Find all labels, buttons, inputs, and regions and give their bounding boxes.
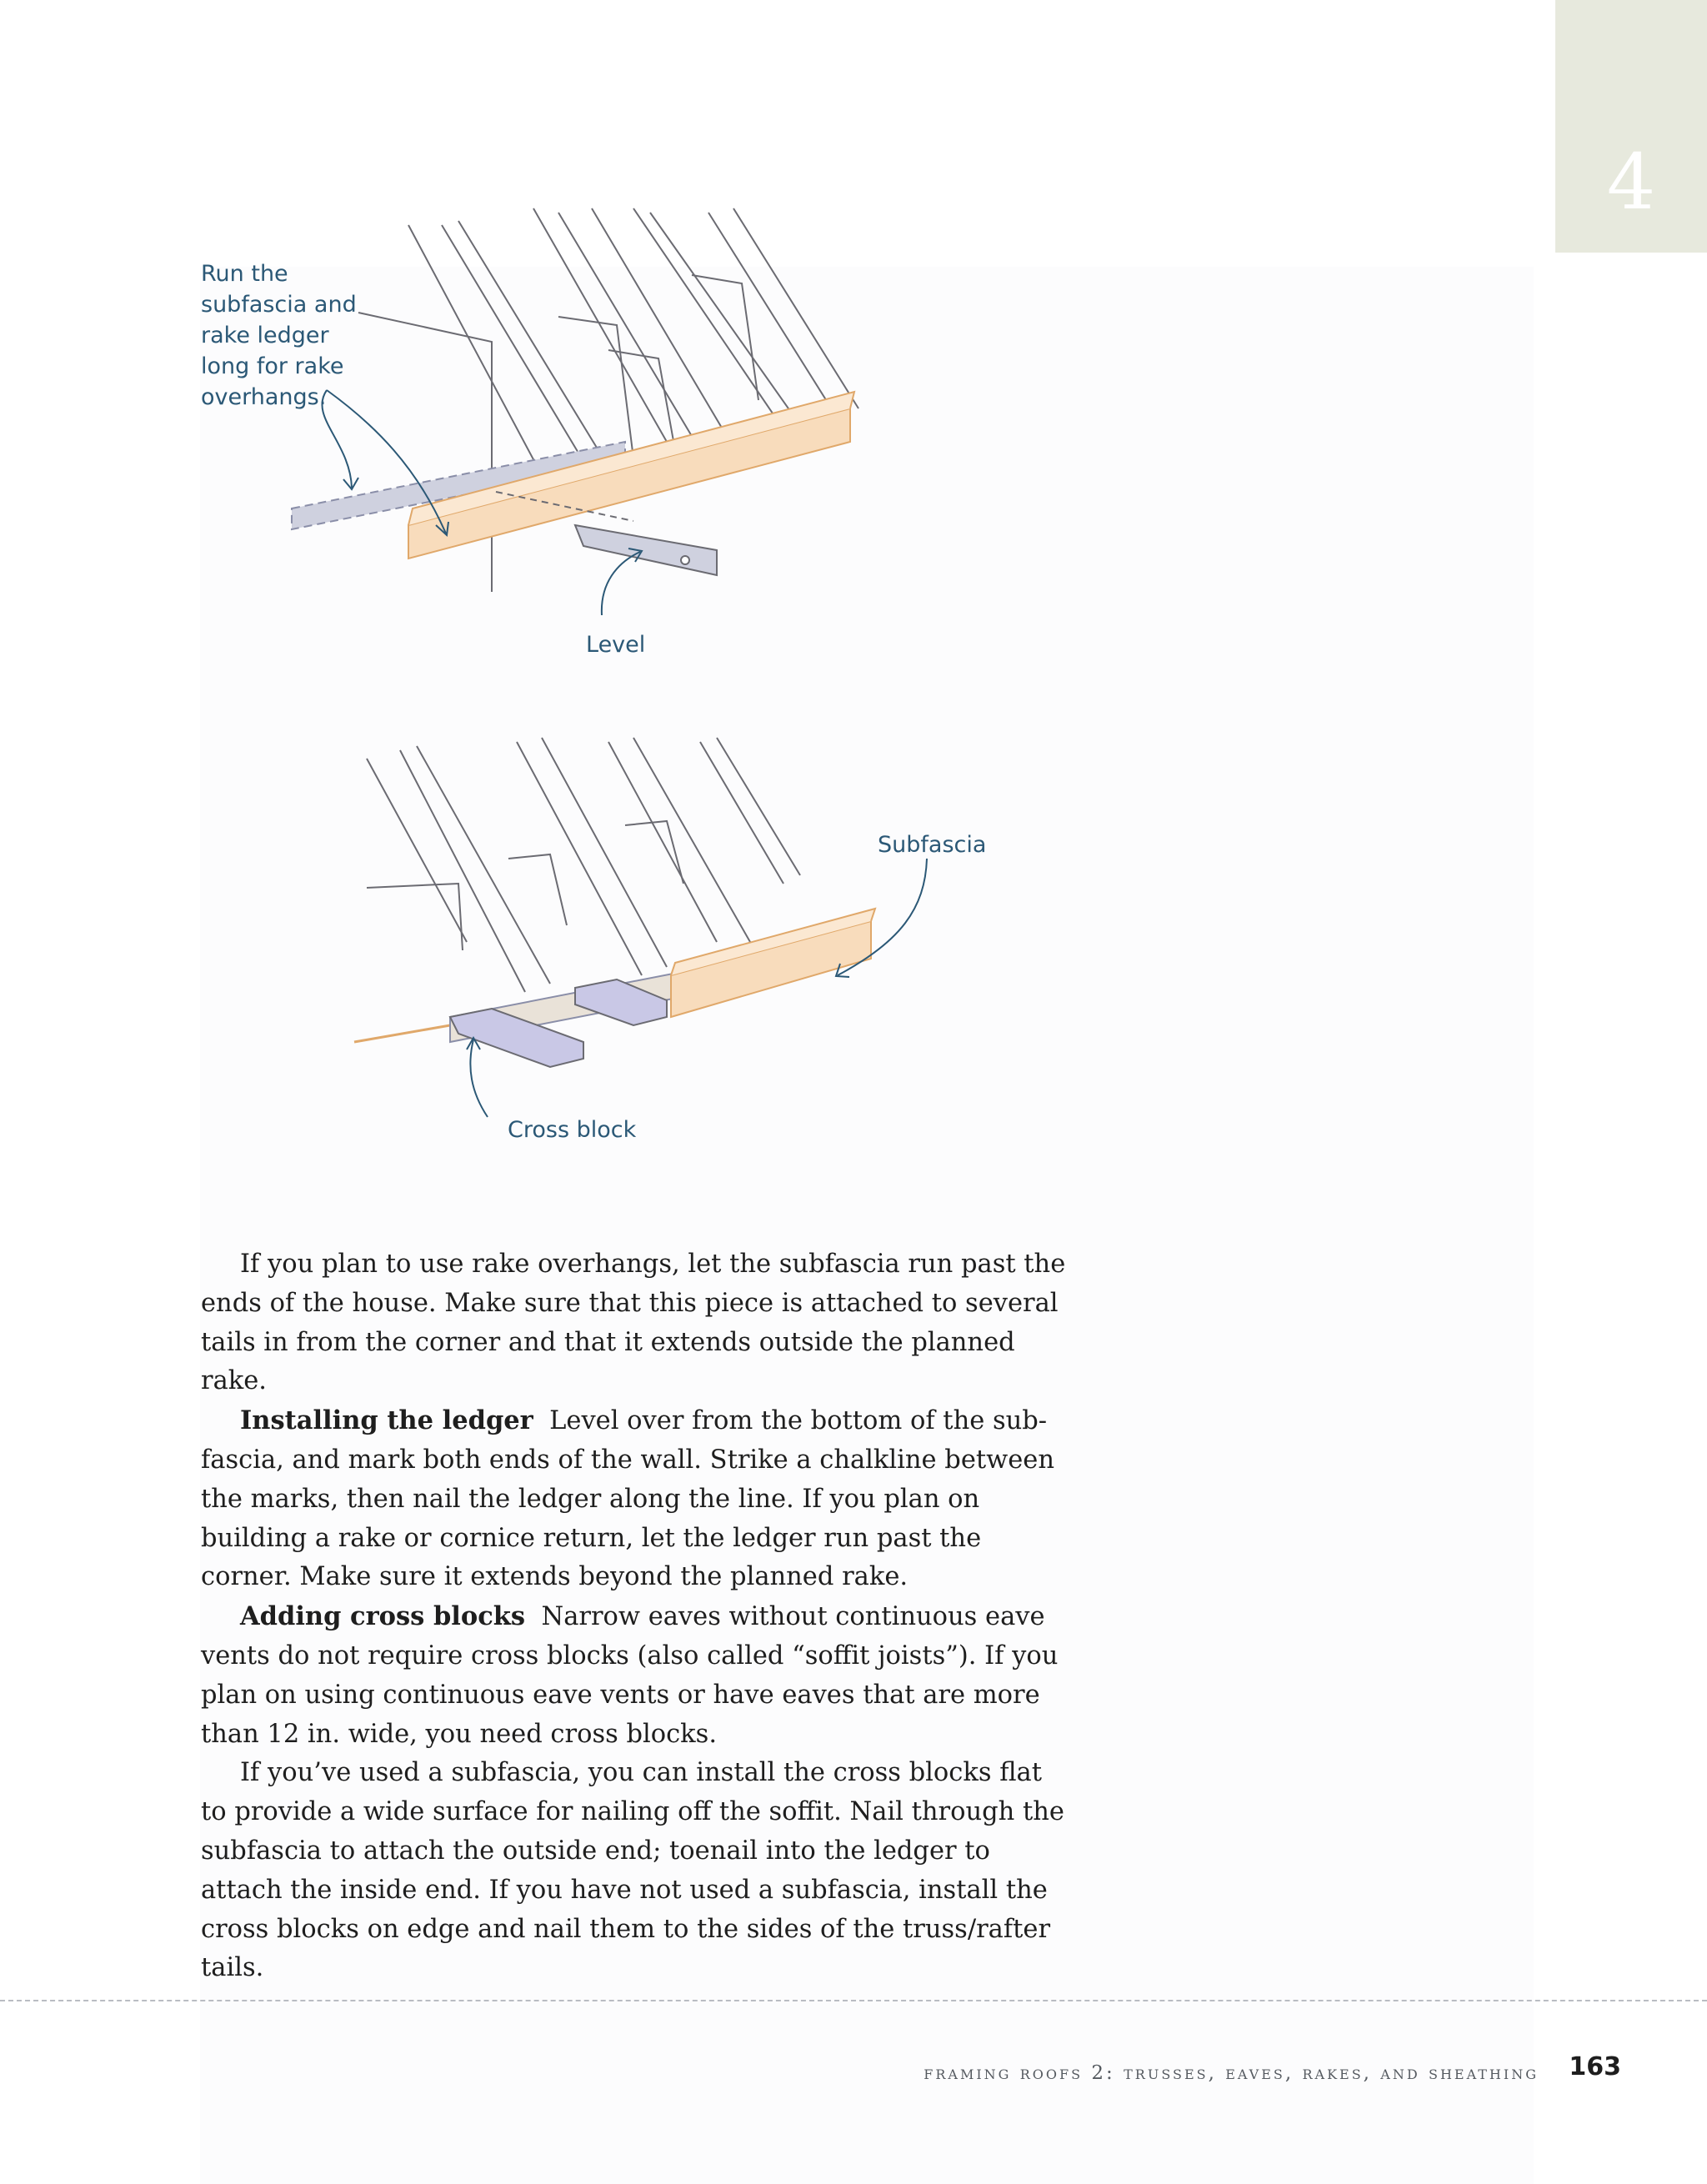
page-number: 163 [1569,2052,1621,2081]
footer-divider [0,2000,1707,2001]
callout-rake-overhang: Run the subfascia and rake ledger long for rake overhangs. [201,261,357,410]
paragraph-subfascia-cross-blocks: If you’ve used a subfascia, you can install the cross blocks flat to provide a wide surface for nailing off the soffit. Nail through the subfascia to attach the outside end; toenail into the ledger to attach the inside end. If you have not used a subfascia, install the cross blocks on edge and nail them to the sides of the truss/rafter tails. [201,1758,1064,1983]
callout-subfascia: Subfascia [878,832,987,858]
callout-level: Level [586,632,646,658]
paragraph-installing-ledger-text: Level over from the bottom of the subfascia, and mark both ends of the wall. Strike a chalkline between the marks, then nail the ledger along the line. If you plan on building a rake or cornice return, let the ledger run past the corner. Make sure it extends beyond the planned rake. [201,1406,1054,1592]
paragraph-adding-cross-blocks-text: Narrow eaves without continuous eave vents do not require cross blocks (also called “soffit joists”). If you plan on using continuous eave vents or have eaves that are more than 12 in. wide, you need cross blocks. [201,1602,1059,1749]
chapter-tab [1555,0,1707,253]
running-head: framing roofs 2: trusses, eaves, rakes, and sheathing [924,2062,1539,2084]
illustration-cross-blocks [350,734,950,1134]
subhead-installing-ledger: Installing the ledger [240,1405,533,1436]
body-text [201,1245,1068,1988]
paragraph-adding-cross-blocks [201,1597,1068,1754]
paragraph-rake-overhangs: If you plan to use rake overhangs, let the subfascia run past the ends of the house. Make sure that this piece is attached to several tails in from the corner and that it extends outside the planned rake. [201,1250,1066,1396]
paragraph-installing-ledger [201,1401,1068,1597]
subhead-adding-cross-blocks: Adding cross blocks [240,1601,526,1632]
callout-cross-block: Cross block [508,1117,637,1143]
illustration-rake-overhang [275,192,875,625]
chapter-number: 4 [1606,138,1656,227]
